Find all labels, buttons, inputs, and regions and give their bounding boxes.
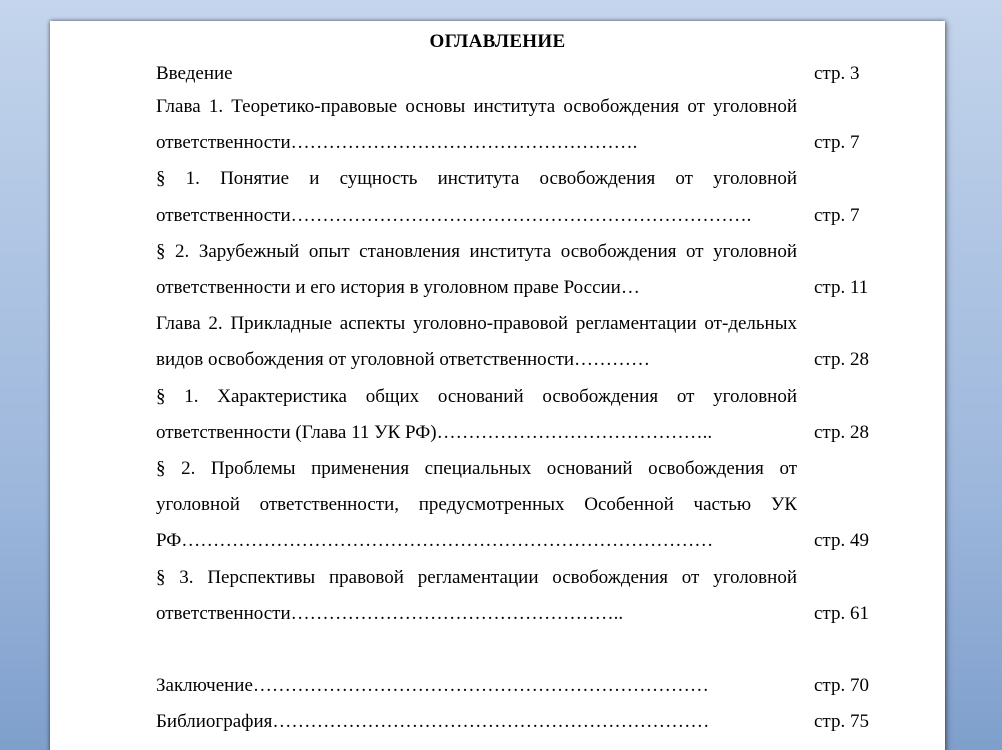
toc-entry-text: § 2. Зарубежный опыт становления института освобождения от уголовной ответственности и его история в уголовном праве России… [156, 240, 797, 299]
toc-entry-chapter-2-section-1 [156, 379, 876, 451]
toc-entry-page: стр. 11 [814, 277, 869, 299]
toc-entry-conclusion [156, 668, 876, 704]
toc-entry-page: стр. 61 [814, 602, 869, 624]
toc-entry-text: Глава 2. Прикладные аспекты уголовно-правовой регламентации от-дельных видов освобождения от уголовной ответственности………… [156, 313, 797, 371]
document-page [50, 21, 945, 750]
toc-entry-page: стр. 28 [814, 421, 869, 443]
toc-entry-text: Введение [156, 63, 233, 84]
toc-entry-bibliography [156, 704, 876, 740]
toc-entry-chapter-1-section-2 [156, 234, 876, 306]
toc-entry-page: стр. 7 [814, 132, 860, 154]
toc-entry-text: § 1. Понятие и сущность института освобождения от уголовной ответственности………………………………………………………………. [156, 168, 797, 226]
toc-entry-page: стр. 75 [814, 711, 869, 733]
page-title: ОГЛАВЛЕНИЕ [429, 31, 566, 52]
toc-entry-page: стр. 70 [814, 675, 869, 697]
toc-entry-chapter-1-section-1 [156, 161, 876, 233]
toc-entry-chapter-2-section-2 [156, 451, 876, 560]
table-of-contents [156, 59, 876, 740]
toc-entry-page: стр. 7 [814, 204, 860, 226]
toc-entry-introduction [156, 59, 876, 89]
blank-line [156, 632, 876, 668]
toc-entry-text: Заключение……………………………………………………………… [156, 675, 709, 697]
toc-entry-text: Библиография…………………………………………………………… [156, 711, 710, 733]
toc-entry-text: § 2. Проблемы применения специальных оснований освобождения от уголовной ответственности, предусмотренных Особенной частью УК РФ………………………………………………………………………… [156, 458, 797, 552]
toc-entry-page: стр. 28 [814, 349, 869, 371]
toc-entry-chapter-2 [156, 306, 876, 378]
toc-entry-chapter-2-section-3 [156, 560, 876, 632]
toc-entry-text: § 3. Перспективы правовой регламентации освобождения от уголовной ответственности…………………………………………….. [156, 566, 797, 624]
toc-entry-chapter-1 [156, 89, 876, 161]
toc-entry-text: Глава 1. Теоретико-правовые основы института освобождения от уголовной ответственности………………………………………………. [156, 96, 797, 154]
toc-entry-page: стр. 3 [814, 63, 860, 84]
toc-entry-page: стр. 49 [814, 530, 869, 552]
toc-entry-text: § 1. Характеристика общих оснований освобождения от уголовной ответственности (Глава 11 УК РФ)…………………………………….. [156, 385, 797, 443]
